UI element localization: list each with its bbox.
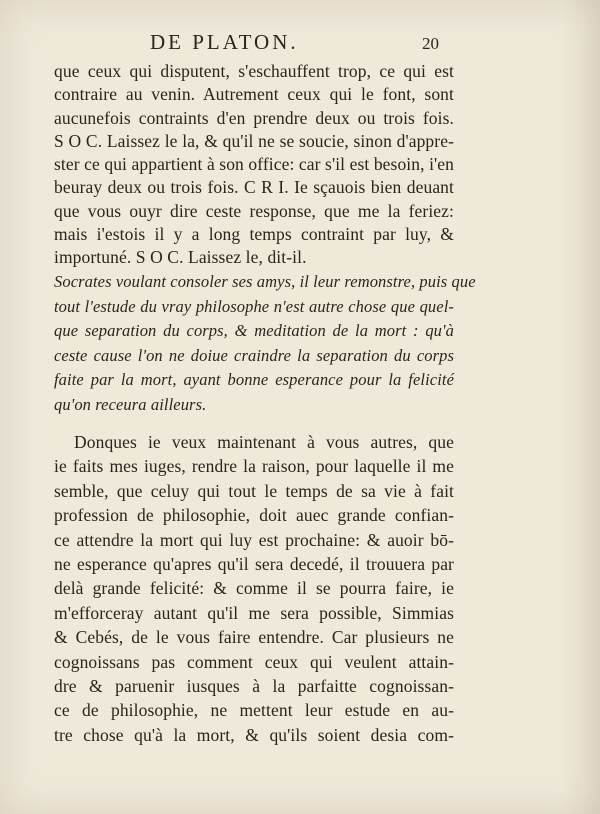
text-line: & Cebés, de le vous faire entendre. Car plusieurs ne [54,627,454,648]
text-line: m'efforceray autant qu'il me sera possible, Simmias [54,602,454,623]
text-line: mais i'estois il y a long temps contraint par luy, & [54,224,454,245]
italic-summary-note [54,270,476,417]
note-line: Socrates voulant consoler ses amys, il leur remonstre, puis que [54,272,476,291]
text-line: importuné. S O C. Laissez le, dit-il. [54,247,307,268]
text-line: ce de philosophie, ne mettent leur estude en au- [54,700,454,721]
note-line: que separation du corps, & meditation de la mort : qu'à [54,321,454,340]
text-line: delà grande felicité: & comme il se pourra faire, ie [54,578,454,599]
running-title: DE PLATON. [150,30,299,54]
text-line: ster ce qui appartient à son office: car s'il est besoin, i'en [54,154,454,175]
page-edge-shadow [564,0,600,814]
note-line: faite par la mort, ayant bonne esperance pour la felicité [54,370,454,389]
text-line: dre & paruenir iusques à la parfaitte cognoissan- [54,675,454,696]
text-line: cognoissans pas comment ceux qui veulent attain- [54,651,454,672]
note-line: tout l'estude du vray philosophe n'est autre chose que quel- [54,296,454,316]
text-line: profession de philosophie, doit auec grande confian- [54,505,454,526]
text-line: ie faits mes iuges, rendre la raison, pour laquelle il me [54,456,454,477]
text-line: que ceux qui disputent, s'eschauffent trop, ce qui est [54,61,454,81]
note-line: qu'on receura ailleurs. [54,394,207,414]
text-line: tre chose qu'à la mort, & qu'ils soient desia com- [54,724,454,745]
text-line: ce attendre la mort qui luy est prochaine: & auoir bō- [54,529,454,550]
dialogue-paragraph [54,60,454,270]
text-line: beuray deux ou trois fois. C R I. Ie sçauois bien deuant [54,177,454,198]
text-line: contraire au venin. Autrement ceux qui le font, sont [54,84,454,105]
text-line: que vous ouyr dire ceste response, que me la feriez: [54,200,454,221]
text-line: S O C. Laissez le la, & qu'il ne se soucie, sinon d'appre- [54,130,454,151]
body-paragraph [54,430,454,747]
text-line: aucunefois contraints d'en prendre deux ou trois fois. [54,107,454,128]
text-line: Donques ie veux maintenant à vous autres, que [74,432,454,452]
note-line: ceste cause l'on ne doiue craindre la separation du corps [54,345,454,365]
text-line: ne esperance qu'apres qu'il sera decedé, il trouuera par [54,553,454,574]
page-number: 20 [422,34,439,53]
text-line: semble, que celuy qui tout le temps de sa vie à fait [54,480,454,501]
